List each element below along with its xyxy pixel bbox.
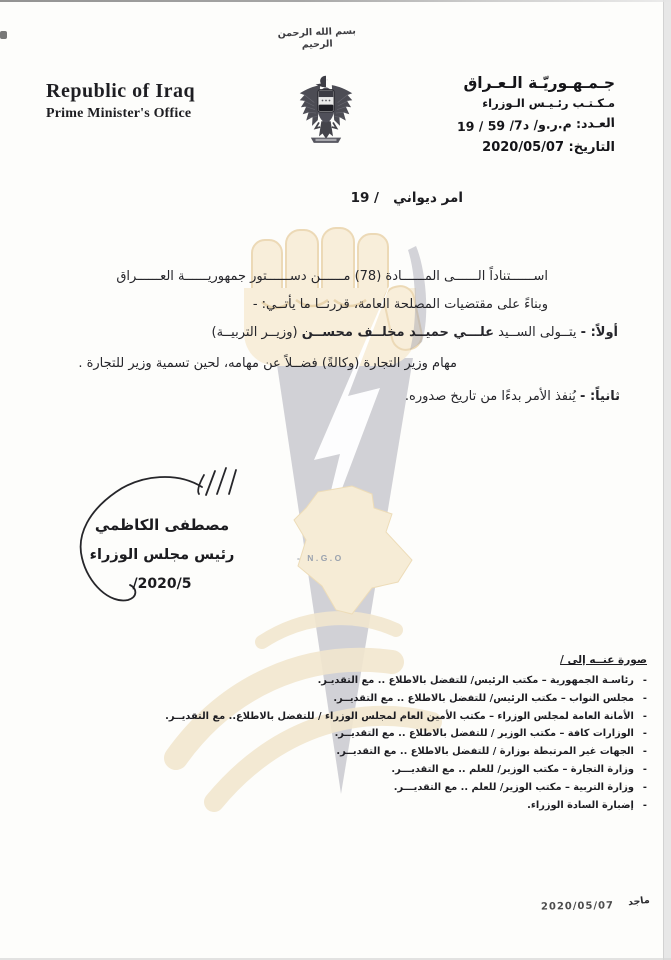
signer-title: رئيس مجلس الوزراء [89,547,235,563]
distribution-item [165,725,647,743]
english-subtitle: Prime Minister's Office [46,106,192,121]
clause-second-text: يُنفذ الأمر بدءًا من تاريخ صدوره. [404,389,581,404]
distribution-item [165,690,647,708]
eagle-tail [319,121,333,139]
eagle-head [316,76,327,87]
dash-bullet: - [642,728,647,740]
iraq-eagle-emblem [291,67,361,169]
english-letterhead [46,80,195,122]
dash-bullet: - [642,710,647,722]
distribution-item [165,761,647,779]
scan-speck [0,31,7,39]
dash-bullet: - [642,781,647,793]
body-line-1: اســــــتناداً الــــــى المــــــادة (78) مــــــن دســــــتور جمهوريــــــة العــــــراق [116,269,548,284]
minister-name: علـــي حميــد مخلــف محســن [301,325,495,340]
reference-date: التاريخ: 2020/05/07 [482,140,615,155]
clause-second-label: ثانياً: - [580,389,620,404]
distribution-item-text: رئاسـة الجمهورية – مكتب الرئيس/ للتفضل بالاطلاع .. مع التقديـر. [317,675,634,686]
signature-date: 2020/5/ [132,576,192,592]
distribution-item-text: وزارة التجارة – مكتب الوزير/ للعلم .. مع التقديـــر. [391,763,634,775]
distribution-item [165,708,647,726]
distribution-item [165,672,647,690]
distribution-header: صورة عنــه إلى / [560,654,647,666]
distribution-item-text: الوزارات كافة – مكتب الوزير / للتفضل بالاطلاع .. مع التقديــر. [334,728,634,740]
clause-first-continuation: مهام وزير التجارة (وكالةً) فضــلاً عن مهامه، لحين تسمية وزير للتجارة . [78,356,457,371]
body-line-2: وبناءً على مقتضيات المصلحة العامة، قررنــا ما يأتــي: - [252,297,548,312]
bismillah-calligraphy: بسم الله الرحمن الرحيم [277,25,357,51]
eagle-right-wing [332,85,352,126]
clause-first [212,325,618,340]
distribution-item [165,743,647,761]
distribution-list [165,654,647,814]
ngo-watermark-label: - N.G.O [297,553,344,563]
dash-bullet: - [642,692,647,704]
clause-second [405,389,620,404]
arabic-letterhead [457,74,615,155]
eagle-left-wing [300,85,320,126]
dash-bullet: - [642,763,647,775]
footer-scan-date: 2020/05/07 [540,900,615,913]
handwritten-note: ماجد [627,894,651,909]
distribution-item-text: إضبارة السادة الوزراء. [527,799,634,811]
distribution-item [165,779,647,797]
dash-bullet: - [642,799,647,811]
distribution-item [165,797,647,815]
dash-bullet: - [642,675,647,686]
scan-edge-top [0,0,671,2]
distribution-item-text: مجلس النواب – مكتب الرئيس/ للتفضل بالاطلاع .. مع التقديــر. [333,692,634,704]
distribution-item-text: وزارة التربية – مكتب الوزير/ للعلم .. مع التقديـــر. [393,781,634,793]
signature-block [76,516,248,592]
clause-first-text: يتــولى الســيد [494,325,581,340]
signer-name: مصطفى الكاظمي [94,516,230,534]
distribution-item-text: الجهات غير المرتبطة بوزارة / للتفضل بالاطلاع .. مع التقديــر. [336,746,634,758]
dash-bullet: - [642,746,647,758]
clause-first-label: أولاً: - [580,325,618,340]
distribution-item-text: الأمانة العامة لمجلس الوزراء – مكتب الأمين العام لمجلس الوزراء / للتفضل بالاطلاع.. مع التقديــر. [165,710,634,722]
arabic-title: جـمـهـوريّـة الـعـراق [463,74,615,92]
minister-role: (وزيــر التربيــة) [211,325,302,340]
reference-number: العـدد: م.ر.و/ د7/ 59 / 19 [456,114,616,135]
order-title: امر ديواني / 19 [350,190,463,206]
arabic-subtitle: مـكـتـب رئـيـس الـوزراء [482,96,615,110]
english-title: Republic of Iraq [46,80,196,102]
scan-edge-right [663,0,671,960]
